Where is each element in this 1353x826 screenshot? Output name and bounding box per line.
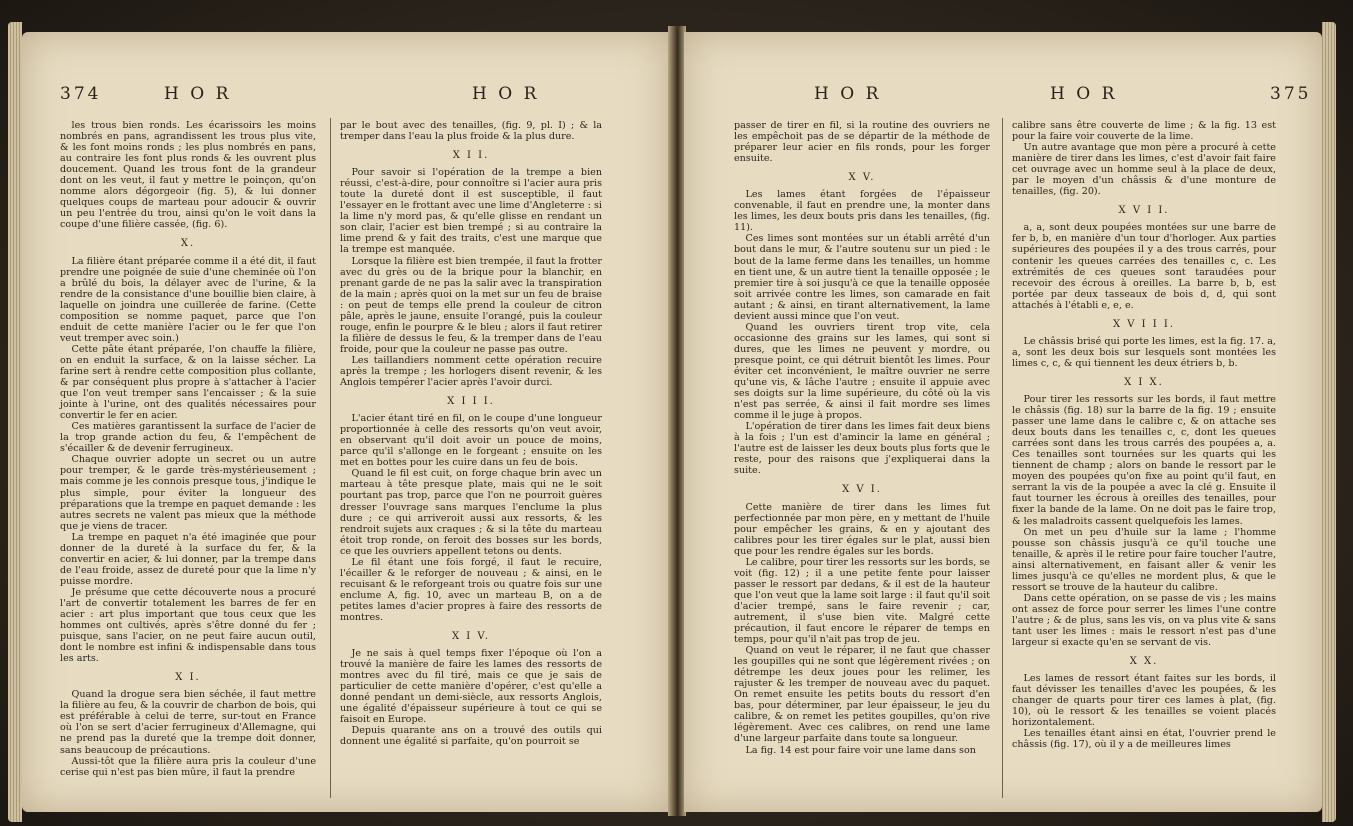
paragraph: Quand le fil est cuit, on forge chaque brin avec un marteau à tête presque plate, mais qui ne le soit pourtant pas trop, parce que l'on ne pourroit guères dresser l'ouvrage sans marques l'enclume la plus dure ; ce qui arriveroit aussi aux ressorts, & les rendroit sujets aux craques ; & si la tête du marteau étoit trop ronde, on feroit des bosses sur les bords, ce que les ouvriers appellent tetons ou dents. — [340, 468, 602, 557]
paragraph: Les lames étant forgées de l'épaisseur convenable, il faut en prendre une, la monter dans les limes, les deux bouts pris dans les tenailles, (fig. 11). — [734, 189, 990, 234]
paragraph: Quand la drogue sera bien séchée, il faut mettre la filière au feu, & la couvrir de charbon de bois, qui est préférable à celui de terre, sur-tout en France où l'on se sert d'acier ferrugineux d'Allemagne, qui ne prend pas la dureté que la trempe doit donner, sans beaucoup de précautions. — [60, 689, 316, 756]
headword: H O R — [164, 84, 232, 104]
paragraph: Depuis quarante ans on a trouvé des outils qui donnent une égalité si parfaite, qu'on pourroit se — [340, 725, 602, 748]
page-edges-left — [8, 22, 22, 822]
page-number: 375 — [1270, 84, 1312, 104]
paragraph: L'opération de tirer dans les limes fait deux biens à la fois ; l'un est d'amincir la lame en général ; l'autre est de laisser les deux bouts plus forts que le reste, pour des raisons que j'expliquerai dans la suite. — [734, 421, 990, 477]
paragraph: On met un peu d'huile sur la lame ; l'homme pousse son châssis jusqu'à ce qu'il touche une tenaille, & après il le retire pour faire toucher l'autre, ainsi alternativement, en faisant aller & venir les limes jusqu'à ce qu'elles ne mordent plus, & que le ressort se trouve de la hauteur du calibre. — [1012, 526, 1276, 593]
paragraph: Cette manière de tirer dans les limes fut perfectionnée par mon père, en y mettant de l'huile pour empêcher les grains, & en y ajoutant des calibres pour les tirer égales sur le plat, aussi bien que pour les rendre égales sur les bords. — [734, 501, 990, 557]
paragraph: Les taillandiers nomment cette opération recuire après la trempe ; les horlogers disent revenir, & les Anglois tempérer l'acier après l'avoir durci. — [340, 354, 602, 389]
page-edges-right — [1322, 22, 1336, 822]
paragraph: Quand on veut le réparer, il ne faut que chasser les goupilles qui ne sont que légèrement rivées ; on détrempe les deux joues pour les relimer, les rajuster & les tremper de nouveau avec du paquet. On remet ensuite les petits bouts du ressort d'en bas, pour déterminer, par leur épaisseur, le jeu du calibre, & on remet les petites goupilles, qu'on rive légèrement. Avec ces calibres, on rend une lame d'une largeur parfaite dans toute sa longueur. — [734, 645, 990, 745]
paragraph: Je ne sais à quel temps fixer l'époque où l'on a trouvé la manière de faire les lames des ressorts de montres avec du fil tiré, mais ce que je sais de particulier de cette manière d'opérer, c'est qu'elle a donné pendant un demi-siècle, aux ressorts Anglois, une égalité d'épaisseur supérieure à tout ce qui se faisoit en Europe. — [340, 648, 602, 726]
section-heading: X V I I I. — [1112, 318, 1176, 330]
section-heading: X V I I. — [1118, 205, 1170, 217]
paragraph: Lorsque la filière est bien trempée, il faut la frotter avec du grès ou de la brique pour la blanchir, en prenant garde de ne pas la salir avec la transpiration de la main ; après quoi on la met sur un feu de braise : on peut de temps elle prend la couleur de citron pâle, après le jaune, ensuite l'orangé, puis la couleur rouge, enfin le pourpre & le bleu ; alors il faut retirer la filière de dessus le feu, & la tremper dans de l'eau froide, pour que la couleur ne passe pas outre. — [340, 255, 602, 355]
paragraph: Ces matières garantissent la surface de l'acier de la trop grande action du feu, & l'empêchent de s'écailler & de devenir ferrugineux. — [60, 421, 316, 455]
text-column — [60, 120, 316, 778]
paragraph: Quand les ouvriers tirent trop vite, cela occasionne des grains sur les lames, qui sont si dures, que les limes ne peuvent y mordre, ou presque point, ce qui détruit bientôt les limes. Pour éviter cet inconvénient, le maître ouvrier ne serre qu'une vis, & lâche l'autre ; ensuite il appuie avec ses doigts sur la lime supérieure, du côté où la vis n'est pas serrée, & ainsi il fait mordre ses limes comme il le juge à propos. — [734, 321, 990, 422]
paragraph: les trous bien ronds. Les écarissoirs les moins nombrés en pans, agrandissent les trous plus vite, & les font moins ronds ; les plus nombrés en pans, au contraire les font plus ronds & les ouvrent plus doucement. Quand les trous font de la grandeur dont on les veut, il faut y mettre le poinçon, qu'on nomme alors dégorgeoir (fig. 5), & lui donner quelques coups de marteau pour adoucir & ouvrir un peu l'entrée du trou, ainsi qu'on le voit dans la coupe d'une filière cassée, (fig. 6). — [60, 120, 316, 231]
paragraph: Je présume que cette découverte nous a procuré l'art de convertir totalement les barres de fer en acier : art plus important que tous ceux que les hommes ont cultivés, après s'être donné du fer ; puisque, sans l'acier, on ne peut faire aucun outil, dont le nombre est infini & indispensable dans tous les arts. — [60, 586, 316, 665]
running-head-left — [22, 84, 668, 106]
section-heading: X I V. — [451, 631, 491, 643]
paragraph: L'acier étant tiré en fil, on le coupe d'une longueur proportionnée à celle des ressorts qu'on veut avoir, en observant qu'il doit avoir un pouce de moins, parce qu'il s'allonge en le forgeant ; ensuite on les met en bottes pour les cuire dans un feu de bois. — [340, 413, 602, 469]
paragraph: par le bout avec des tenailles, (fig. 9, pl. I) ; & la tremper dans l'eau la plus froide & la plus dure. — [340, 120, 602, 143]
section-heading: X V I. — [842, 484, 882, 496]
text-column — [340, 120, 602, 747]
paragraph: La trempe en paquet n'a été imaginée que pour donner de la dureté à la surface du fer, & la convertir en acier, & lui donner, par la trempe dans de l'eau froide, assez de dureté pour que la lime n'y puisse mordre. — [60, 531, 316, 587]
paragraph: La fig. 14 est pour faire voir une lame dans son — [745, 744, 976, 756]
section-heading: X I I. — [452, 150, 490, 162]
right-page — [684, 32, 1322, 812]
paragraph: Les lames de ressort étant faites sur les bords, il faut dévisser les tenailles d'avec les poupées, & les changer de quarts pour tirer ces lames à plat, (fig. 10), où le ressort & les tenailles se voient placés horizontalement. — [1012, 673, 1276, 729]
paragraph: La filière étant préparée comme il a été dit, il faut prendre une poignée de suie d'une cheminée où l'on a brûlé du bois, la délayer avec de l'urine, & la rendre de la consistance d'une bouillie bien claire, à laquelle on joindra une cuillerée de farine. (Cette composition se nomme paquet, parce que l'on enduit de cette manière l'acier ou le fer que l'on veut tremper avec soin.) — [60, 255, 316, 344]
paragraph: Le fil étant une fois forgé, il faut le recuire, l'écailler & le reforger de nouveau ; & ainsi, en le recuisant & le reforgeant trois ou quatre fois sur une enclume A, fig. 10, avec un marteau B, on a de petites lames d'acier propres à faire des ressorts de montres. — [340, 556, 602, 623]
paragraph: Un autre avantage que mon père a procuré à cette manière de tirer dans les limes, c'est d'avoir fait faire cet ouvrage avec un homme seul à la place de deux, par le moyen d'un châssis & d'une monture de tenailles, (fig. 20). — [1012, 142, 1276, 198]
paragraph: a, a, sont deux poupées montées sur une barre de fer b, b, en manière d'un tour d'horloger. Aux parties supérieures des poupées il y a des trous carrés, pour contenir les queues carrées des tenailles c, c. Les extrémités de ces queues sont taraudées pour recevoir des écrous à oreilles. La barre b, b, est portée par deux tasseaux de bois d, d, qui sont attachés à l'établi e, e, e. — [1012, 222, 1276, 311]
paragraph: Le châssis brisé qui porte les limes, est la fig. 17. a, a, sont les deux bois sur lesquels sont montées les limes c, c, & qui tiennent les deux étriers b, b. — [1012, 335, 1276, 369]
headword: H O R — [814, 84, 882, 104]
paragraph: passer de tirer en fil, si la routine des ouvriers ne les empêchoit pas de se départir de la méthode de préparer leur acier en fils ronds, pour les forger ensuite. — [734, 120, 990, 165]
paragraph: Aussi-tôt que la filière aura pris la couleur d'une cerise qui n'est pas bien mûre, il faut la prendre — [60, 755, 316, 778]
section-heading: X I X. — [1124, 376, 1164, 388]
paragraph: Pour savoir si l'opération de la trempe a bien réussi, c'est-à-dire, pour connoître si l'acier aura pris toute la dureté dont il est susceptible, il faut l'essayer en le frottant avec une lime d'Angleterre : si la lime n'y mord pas, & qu'elle glisse en rendant un son clair, l'acier est bien trempé ; si au contraire la lime prend & y fait des traits, c'est une marque que la trempe est manquée. — [340, 167, 602, 256]
paragraph: Cette pâte étant préparée, l'on chauffe la filière, on en enduit la surface, & on la laisse sécher. La farine sert à rendre cette composition plus collante, & par conséquent plus propre à s'attacher à l'acier que l'on veut tremper sans l'encaisser ; & la suie jointe à l'urine, ont des qualités nécessaires pour convertir le fer en acier. — [60, 343, 316, 422]
text-column — [1012, 120, 1276, 750]
paragraph: Dans cette opération, on se passe de vis ; les mains ont assez de force pour serrer les limes l'une contre l'autre ; & de plus, sans les vis, on va plus vite & sans tant user les limes : mais le ressort n'est pas d'une largeur si exacte qu'en se servant de vis. — [1012, 592, 1276, 649]
column-rule — [1002, 118, 1003, 798]
paragraph: calibre sans être couverte de lime ; & la fig. 13 est pour la faire voir couverte de la lime. — [1012, 120, 1276, 143]
paragraph: Pour tirer les ressorts sur les bords, il faut mettre le châssis (fig. 18) sur la barre de la fig. 19 ; ensuite passer une lame dans le calibre c, & on attache ses deux bouts dans les tenailles c, c, dont les queues carrées sont dans les trous carrés des poupées a, a. Ces tenailles sont tournées sur les quarts qui les tiennent de champ ; alors on bande le ressort par le moyen des poupées qu'on fixe au point qu'il faut, en serrant la vis de la poupée a avec la clé g. Ensuite il faut tourner les écrous à oreilles des tenailles, pour fixer la bande de la lame. On ne doit pas le faire trop, & les maladroits cassent quelquefois les lames. — [1012, 393, 1276, 527]
paragraph: Les tenailles étant ainsi en état, l'ouvrier prend le châssis (fig. 17), où il y a de meilleures limes — [1012, 728, 1276, 751]
running-head-right — [684, 84, 1322, 106]
page-number: 374 — [60, 84, 102, 104]
paragraph: Ces limes sont montées sur un établi arrêté d'un bout dans le mur, & l'autre soutenu sur un pied : le bout de la lame ferme dans les tenailles, un homme en tient une, & un autre tient la tenaille opposée ; le premier tire à soi jusqu'à ce que la tenaille opposée soit arrivée contre les limes, son camarade en fait autant ; & ainsi, en tirant alternativement, la lame devient aussi mince que l'on veut. — [734, 233, 990, 322]
text-column — [734, 120, 990, 756]
open-book — [8, 16, 1348, 821]
column-rule — [330, 118, 331, 798]
section-heading: X V. — [848, 172, 876, 184]
section-heading: X I. — [175, 672, 201, 684]
headword: H O R — [1050, 84, 1118, 104]
paragraph: Le calibre, pour tirer les ressorts sur les bords, se voit (fig. 12) ; il a une petite fente pour laisser passer le ressort par dedans, & il est de la hauteur que l'on veut que la lame soit large : il faut qu'il soit d'acier trempé, sans le faire revenir ; car, autrement, il s'use bien vite. Malgré cette précaution, il faut encore le réparer de temps en temps, pour qu'il n'ait pas trop de jeu. — [734, 556, 990, 646]
left-page — [22, 32, 668, 812]
section-heading: X X. — [1129, 656, 1159, 668]
headword: H O R — [472, 84, 540, 104]
paragraph: Chaque ouvrier adopte un secret ou un autre pour tremper, & le garde très-mystérieusement ; mais comme je les connois presque tous, j'indique le plus simple, pour éviter la longueur des préparations que la trempe en paquet demande : les autres secrets ne valent pas mieux que la méthode que je viens de tracer. — [60, 454, 316, 532]
section-heading: X. — [180, 238, 196, 250]
section-heading: X I I I. — [447, 396, 495, 408]
